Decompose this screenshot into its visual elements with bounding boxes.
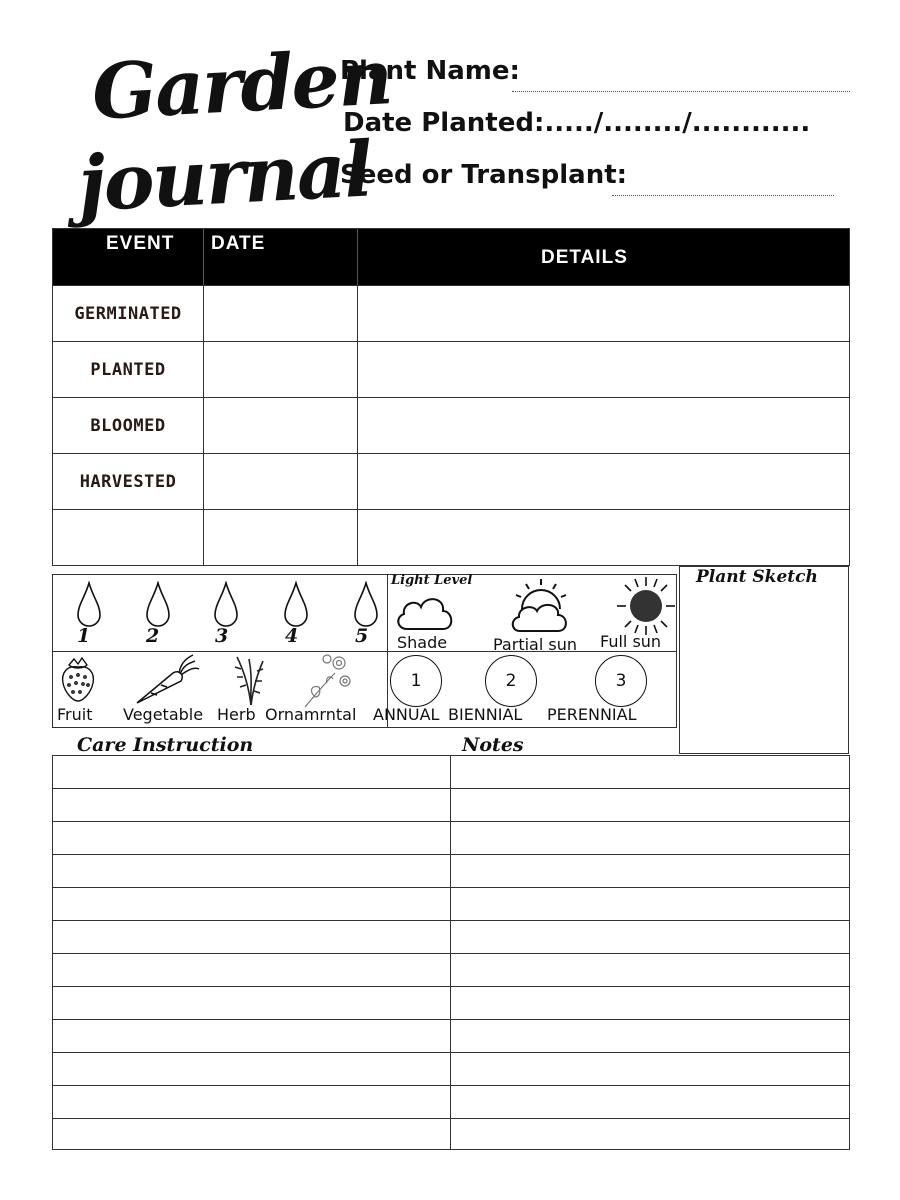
details-header: DETAILS (541, 247, 628, 268)
water-drop-icon[interactable] (76, 581, 102, 631)
seed-or-transplant-label: Seed or Transplant: (340, 160, 628, 190)
event-row-germinated[interactable] (53, 285, 849, 341)
water-level-2: 2 (146, 625, 160, 647)
partial-sun-icon[interactable] (508, 577, 574, 635)
herb-icon[interactable] (231, 653, 267, 707)
herb-label: Herb (217, 705, 256, 724)
event-name: HARVESTED (79, 472, 177, 492)
ornamental-label: Ornamrntal (265, 705, 357, 724)
care-instruction-title: Care Instruction (77, 734, 254, 756)
water-drop-icon[interactable] (213, 581, 239, 631)
journal-title-line1: Garden (89, 32, 394, 137)
plant-name-line[interactable] (512, 91, 850, 92)
cloud-icon[interactable] (393, 589, 457, 633)
water-drop-icon[interactable] (353, 581, 379, 631)
care-notes-table[interactable] (52, 755, 850, 1150)
full-sun-icon[interactable] (613, 575, 679, 637)
carrot-icon[interactable] (133, 651, 201, 707)
annual-label: ANNUAL (373, 705, 440, 724)
water-drop-icon[interactable] (283, 581, 309, 631)
full-sun-label: Full sun (600, 632, 662, 651)
plant-info-box (52, 574, 677, 728)
perennial-label: PERENNIAL (547, 705, 637, 724)
event-name: PLANTED (90, 360, 166, 380)
event-row-bloomed[interactable] (53, 397, 849, 453)
event-name: BLOOMED (90, 416, 166, 436)
fruit-label: Fruit (57, 705, 93, 724)
date-header: DATE (211, 233, 266, 254)
date-planted-label: Date Planted:...../......../............ (343, 108, 811, 138)
plant-sketch-box[interactable] (679, 566, 849, 754)
event-row-blank[interactable] (53, 509, 849, 565)
vegetable-label: Vegetable (123, 705, 204, 724)
water-level-1: 1 (77, 625, 91, 647)
ornamental-flower-icon[interactable] (301, 653, 357, 709)
event-name: GERMINATED (74, 304, 182, 324)
partial-sun-label: Partial sun (493, 635, 577, 654)
biennial-label: BIENNIAL (448, 705, 523, 724)
light-level-title: Light Level (391, 573, 473, 588)
event-name (53, 510, 203, 566)
event-row-planted[interactable] (53, 341, 849, 397)
plant-sketch-title: Plant Sketch (696, 567, 818, 587)
shade-label: Shade (397, 633, 448, 652)
event-row-harvested[interactable] (53, 453, 849, 509)
events-table (52, 228, 850, 566)
perennial-circle[interactable]: 3 (595, 655, 647, 707)
annual-circle[interactable]: 1 (390, 655, 442, 707)
water-level-4: 4 (285, 625, 299, 647)
water-drop-icon[interactable] (145, 581, 171, 631)
event-header: EVENT (106, 233, 175, 254)
water-level-3: 3 (215, 625, 229, 647)
seed-or-transplant-line[interactable] (612, 195, 834, 196)
biennial-circle[interactable]: 2 (485, 655, 537, 707)
notes-title: Notes (462, 734, 524, 756)
water-level-5: 5 (355, 625, 369, 647)
events-table-header (53, 229, 849, 285)
journal-title-line2: journal (75, 124, 373, 229)
strawberry-icon[interactable] (59, 655, 97, 703)
plant-name-label: Plant Name: (340, 56, 520, 86)
